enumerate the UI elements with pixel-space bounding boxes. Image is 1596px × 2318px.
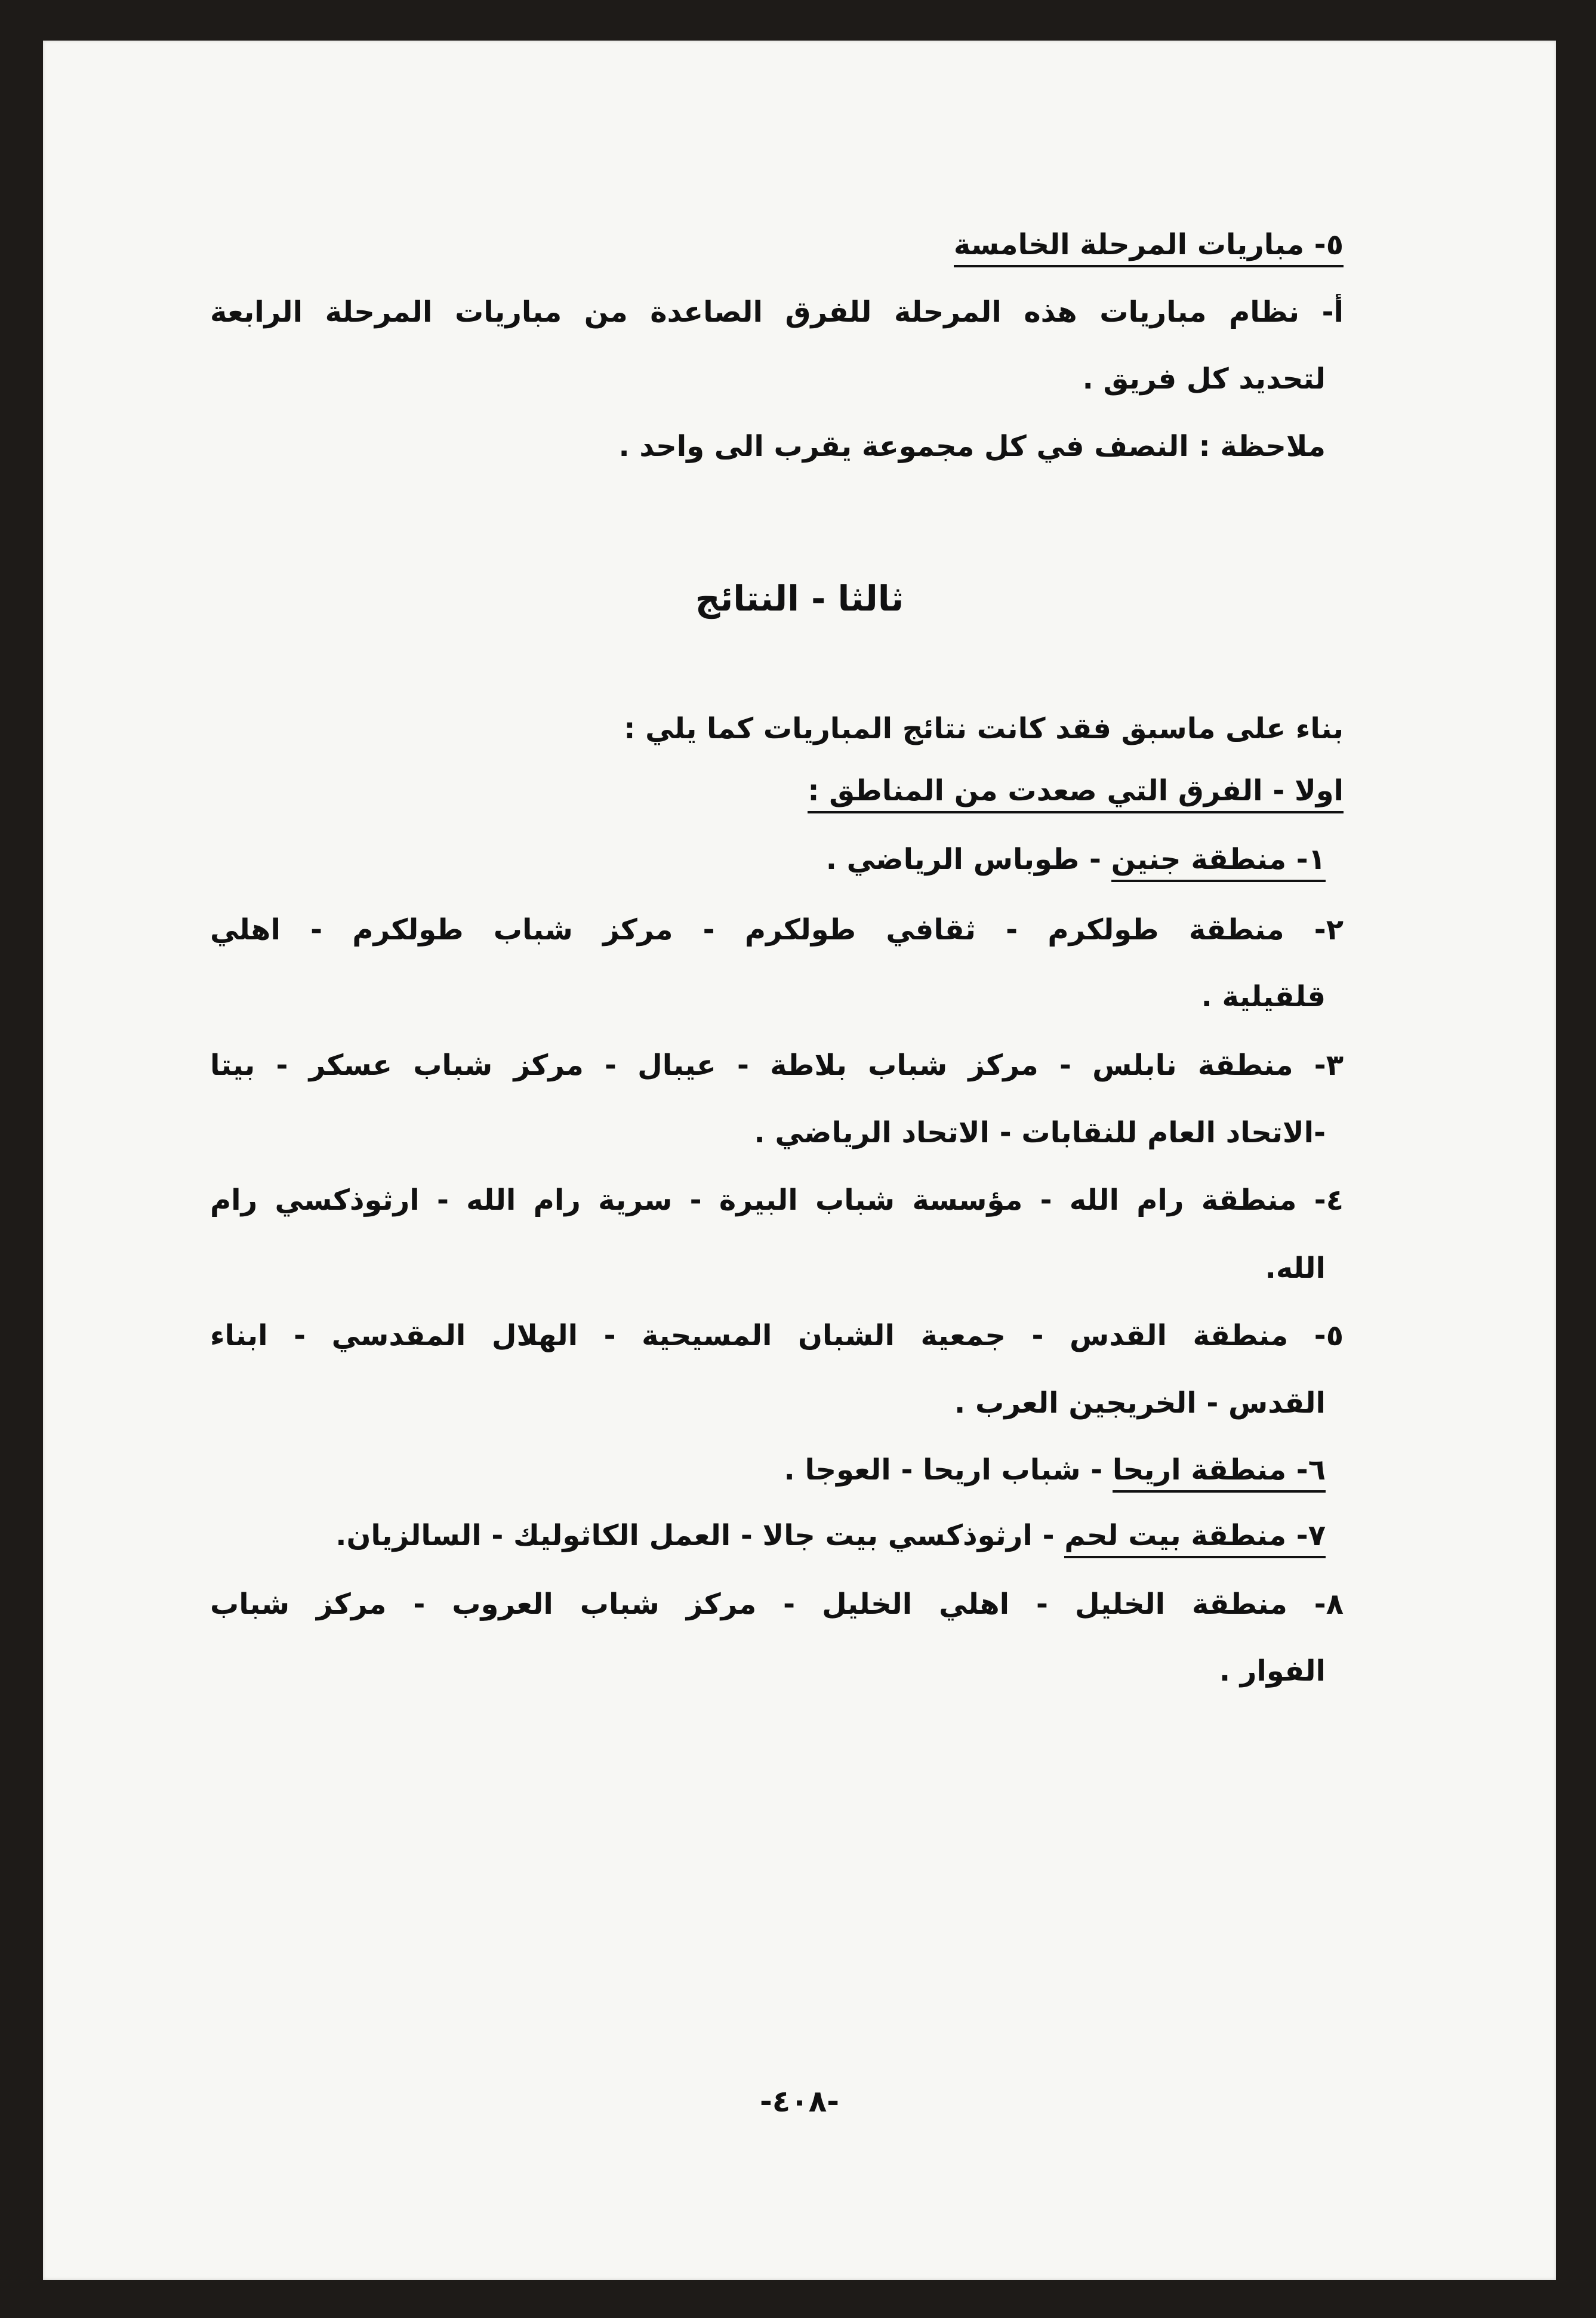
result-item-1-teams: - طوباس الرياضي . <box>825 843 1111 876</box>
result-item-1 <box>826 841 1326 877</box>
result-item-3-region: ٣- منطقة نابلس <box>1092 1049 1344 1083</box>
result-item-6-teams: - شباب اريحا - العوجا . <box>784 1453 1113 1487</box>
page-content <box>43 41 1556 2280</box>
result-item-8-continuation: الفوار . <box>1219 1654 1326 1688</box>
result-item-6-region: ٦- منطقة اريحا <box>1113 1453 1326 1493</box>
results-subheading-text: اولا - الفرق التي صعدت من المناطق : <box>808 774 1344 813</box>
section-5-title-text: ٥- مباريات المرحلة الخامسة <box>954 228 1344 267</box>
result-item-1-region: ١- منطقة جنين <box>1111 843 1326 882</box>
section-5-paragraph-line-2: لتحديد كل فريق . <box>1082 362 1326 396</box>
result-item-3-teams: - مركز شباب بلاطة - عيبال - مركز شباب عسكر - بيتا <box>210 1049 1093 1082</box>
results-heading: ثالثا - النتائج <box>695 578 904 619</box>
result-item-8 <box>210 1586 1344 1622</box>
document-page <box>43 41 1556 2280</box>
result-item-7-teams: - ارثوذكسي بيت جالا - العمل الكاثوليك - السالزيان. <box>335 1519 1065 1552</box>
result-item-4 <box>210 1182 1344 1218</box>
result-item-7-region: ٧- منطقة بيت لحم <box>1064 1519 1326 1558</box>
page-number: -٤٠٨- <box>759 2084 840 2119</box>
result-item-2 <box>210 912 1344 948</box>
result-item-4-continuation: الله. <box>1265 1252 1326 1285</box>
result-item-5-region: ٥- منطقة القدس <box>1070 1319 1344 1354</box>
result-item-4-region: ٤- منطقة رام الله <box>1070 1183 1344 1218</box>
results-subheading <box>808 773 1344 809</box>
section-5-note: ملاحظة : النصف في كل مجموعة يقرب الى واحد . <box>618 430 1326 463</box>
results-intro: بناء على ماسبق فقد كانت نتائج المباريات كما يلي : <box>624 712 1344 745</box>
result-item-5-teams: - جمعية الشبان المسيحية - الهلال المقدسي - ابناء <box>210 1319 1070 1352</box>
result-item-6 <box>784 1452 1326 1488</box>
result-item-7 <box>335 1518 1326 1553</box>
result-item-5-continuation: القدس - الخريجين العرب . <box>954 1386 1326 1420</box>
result-item-8-teams: - اهلي الخليل - مركز شباب العروب - مركز شباب <box>210 1588 1075 1621</box>
result-item-2-teams: - ثقافي طولكرم - مركز شباب طولكرم - اهلي <box>210 913 1048 947</box>
result-item-4-teams: - مؤسسة شباب البيرة - سرية رام الله - ارثوذكسي رام <box>210 1183 1070 1217</box>
result-item-3 <box>210 1047 1344 1083</box>
result-item-2-continuation: قلقيلية . <box>1201 980 1326 1013</box>
section-5-paragraph-line-1: أ- نظام مباريات هذه المرحلة للفرق الصاعدة من مباريات المرحلة الرابعة <box>210 295 1344 329</box>
result-item-2-region: ٢- منطقة طولكرم <box>1047 913 1344 948</box>
result-item-8-region: ٨- منطقة الخليل <box>1075 1588 1344 1622</box>
result-item-3-continuation: -الاتحاد العام للنقابات - الاتحاد الرياضي . <box>754 1116 1326 1149</box>
section-5-title <box>954 227 1344 263</box>
result-item-5 <box>210 1318 1344 1354</box>
